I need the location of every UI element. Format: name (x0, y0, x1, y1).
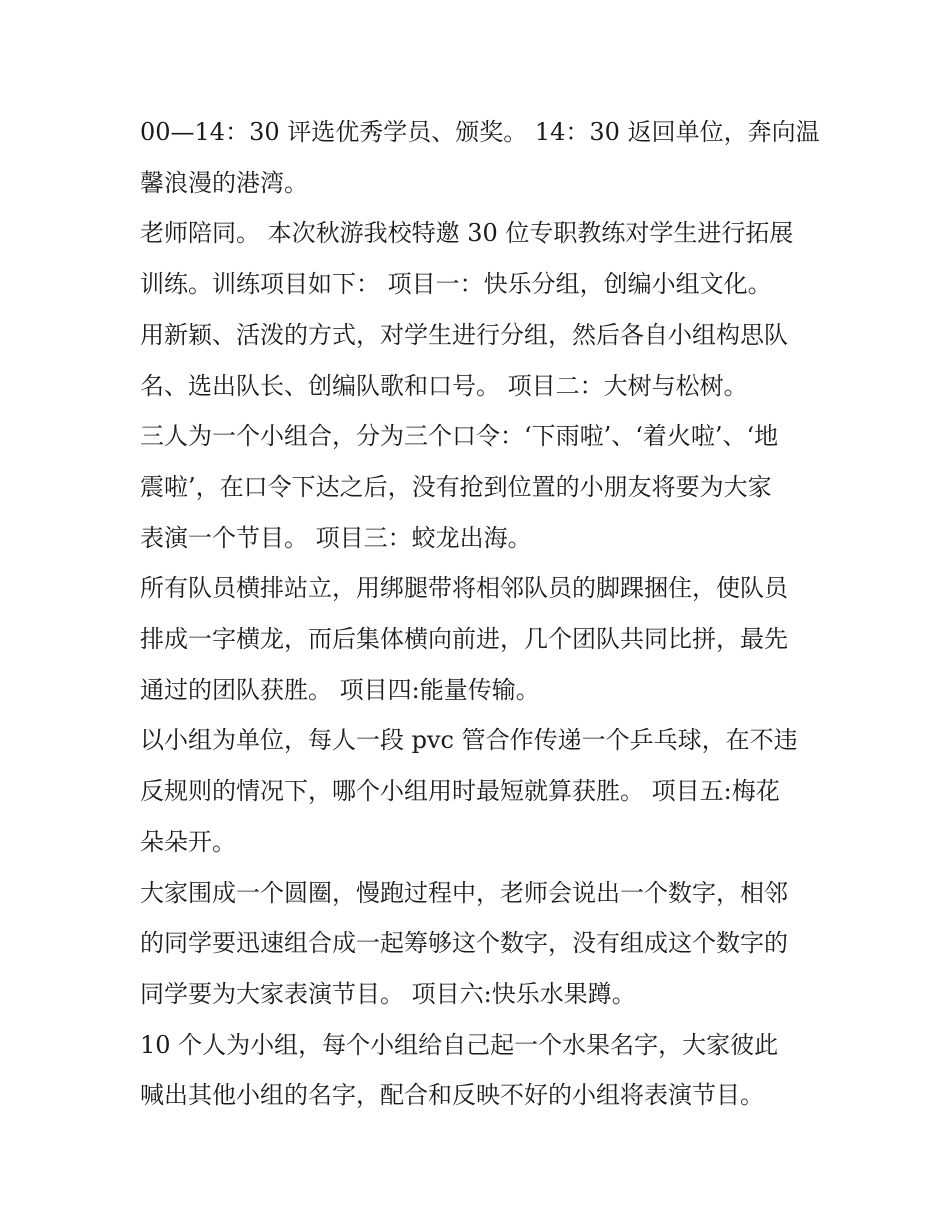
paragraph-project-two (140, 411, 820, 563)
text-line: 训练。训练项目如下： 项目一：快乐分组，创编小组文化。 (140, 270, 772, 299)
text-line: 喊出其他小组的名字，配合和反映不好的小组将表演节目。 (140, 1081, 764, 1110)
text-line: 排成一字横龙，而后集体横向前进，几个团队共同比拼，最先 (140, 625, 788, 654)
paragraph-project-six (140, 1020, 820, 1121)
text-line: 表演一个节目。 项目三：蛟龙出海。 (140, 523, 532, 552)
paragraph-award-return (140, 107, 820, 208)
text-line: 朵朵开。 (140, 827, 236, 856)
text-line: 用新颖、活泼的方式，对学生进行分组，然后各自小组构思队 (140, 320, 788, 349)
text-line: 所有队员横排站立，用绑腿带将相邻队员的脚踝捆住，使队员 (140, 574, 788, 603)
text-line: 以小组为单位，每人一段 pvc 管合作传递一个乒乓球，在不违 (140, 726, 798, 755)
text-line: 反规则的情况下，哪个小组用时最短就算获胜。 项目五:梅花 (140, 777, 780, 806)
document-body (140, 107, 820, 1121)
text-line: 通过的团队获胜。 项目四:能量传输。 (140, 675, 540, 704)
text-line: 10 个人为小组，每个小组给自己起一个水果名字，大家彼此 (140, 1030, 779, 1059)
text-line: 00—14：30 评选优秀学员、颁奖。 14：30 返回单位，奔向温 (140, 118, 820, 146)
text-line: 大家围成一个圆圈，慢跑过程中，老师会说出一个数字，相邻 (140, 878, 788, 907)
paragraph-project-one (140, 310, 820, 411)
paragraph-project-three (140, 563, 820, 715)
text-line: 的同学要迅速组合成一起筹够这个数字，没有组成这个数字的 (140, 929, 788, 958)
paragraph-project-four (140, 715, 820, 867)
text-line: 馨浪漫的港湾。 (140, 168, 308, 197)
text-line: 老师陪同。 本次秋游我校特邀 30 位专职教练对学生进行拓展 (140, 219, 794, 248)
text-line: 三人为一个小组合，分为三个口令：‘下雨啦’、‘着火啦’、‘地 (140, 422, 779, 451)
text-line: 震啦’，在口令下达之后，没有抢到位置的小朋友将要为大家 (140, 472, 772, 501)
paragraph-project-five (140, 868, 820, 1020)
text-line: 同学要为大家表演节目。 项目六:快乐水果蹲。 (140, 979, 636, 1008)
paragraph-coaches-intro (140, 208, 820, 309)
text-line: 名、选出队长、创编队歌和口号。 项目二：大树与松树。 (140, 371, 748, 400)
